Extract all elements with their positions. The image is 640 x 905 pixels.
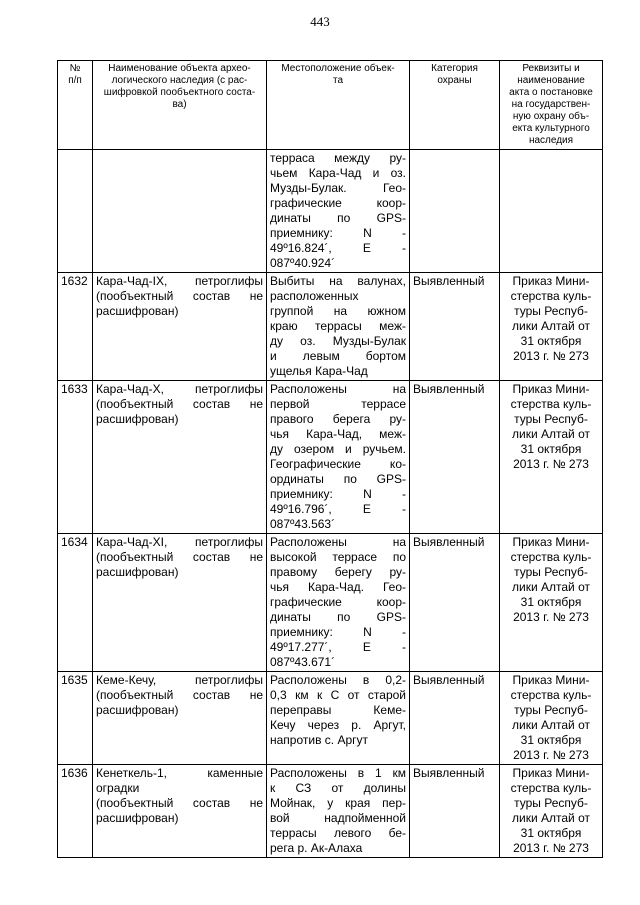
table-row (58, 765, 603, 858)
protection-category: Выявленный (410, 381, 500, 534)
object-name: Кенеткель-1, каменные оградки (пообъектный состав не расшифрован) (93, 765, 267, 858)
object-number: 1634 (58, 534, 93, 672)
object-number: 1635 (58, 672, 93, 765)
object-number: 1633 (58, 381, 93, 534)
table-row (58, 273, 603, 381)
protection-category: Выявленный (410, 672, 500, 765)
protection-category: Выявленный (410, 534, 500, 672)
protection-category (410, 150, 500, 273)
header-requisites: Реквизиты и наименование акта о постановке на государствен- ную охрану объ- екта культурного наследия (500, 61, 603, 150)
object-number (58, 150, 93, 273)
table-row (58, 381, 603, 534)
object-location: Выбиты на валунах, расположенных группой на южном краю террасы меж- ду оз. Музды-Булак и левым бортом ущелья Кара-Чад (267, 273, 410, 381)
heritage-registry-table (57, 60, 603, 858)
object-location: Расположены в 1 км к СЗ от долины Мойнак, у края пер- вой надпойменной террасы левого бе- рега р. Ак-Алаха (267, 765, 410, 858)
page-number: 443 (310, 14, 330, 29)
act-requisites: Приказ Мини- стерства куль- туры Респуб- лики Алтай от 31 октября 2013 г. № 273 (500, 534, 603, 672)
table-row (58, 150, 603, 273)
header-num: № п/п (58, 61, 93, 150)
header-category: Категория охраны (410, 61, 500, 150)
header-name: Наименование объекта архео- логического наследия (с рас- шифровкой пообъектного соста- ва) (93, 61, 267, 150)
object-name: Кара-Чад-X, петроглифы (пообъектный состав не расшифрован) (93, 381, 267, 534)
object-number: 1632 (58, 273, 93, 381)
table-row (58, 672, 603, 765)
object-name (93, 150, 267, 273)
object-name: Кара-Чад-XI, петроглифы (пообъектный состав не расшифрован) (93, 534, 267, 672)
act-requisites: Приказ Мини- стерства куль- туры Респуб- лики Алтай от 31 октября 2013 г. № 273 (500, 672, 603, 765)
act-requisites: Приказ Мини- стерства куль- туры Респуб- лики Алтай от 31 октября 2013 г. № 273 (500, 765, 603, 858)
object-name: Кеме-Кечу, петроглифы (пообъектный состав не расшифрован) (93, 672, 267, 765)
object-number: 1636 (58, 765, 93, 858)
act-requisites: Приказ Мини- стерства куль- туры Респуб- лики Алтай от 31 октября 2013 г. № 273 (500, 273, 603, 381)
protection-category: Выявленный (410, 273, 500, 381)
table-header-row (58, 61, 603, 150)
object-name: Кара-Чад-IX, петроглифы (пообъектный состав не расшифрован) (93, 273, 267, 381)
act-requisites: Приказ Мини- стерства куль- туры Респуб- лики Алтай от 31 октября 2013 г. № 273 (500, 381, 603, 534)
object-location: Расположены на первой террасе правого берега ру- чья Кара-Чад, меж- ду озером и ручьем. Географические ко- ординаты по GPS- приемнику: N - 49º16.796´, E - 087º43.563´ (267, 381, 410, 534)
header-location: Местоположение объек- та (267, 61, 410, 150)
object-location: Расположены в 0,2- 0,3 км к С от старой переправы Кеме- Кечу через р. Аргут, напротив с. Аргут (267, 672, 410, 765)
table-row (58, 534, 603, 672)
object-location: терраса между ру- чьем Кара-Чад и оз. Музды-Булак. Гео- графические коор- динаты по GPS- приемнику: N - 49º16.824´, E - 087º40.924´ (267, 150, 410, 273)
act-requisites (500, 150, 603, 273)
object-location: Расположены на высокой террасе по правому берегу ру- чья Кара-Чад. Гео- графические коор- динаты по GPS- приемнику: N - 49º17.277´, E - 087º43.671´ (267, 534, 410, 672)
protection-category: Выявленный (410, 765, 500, 858)
